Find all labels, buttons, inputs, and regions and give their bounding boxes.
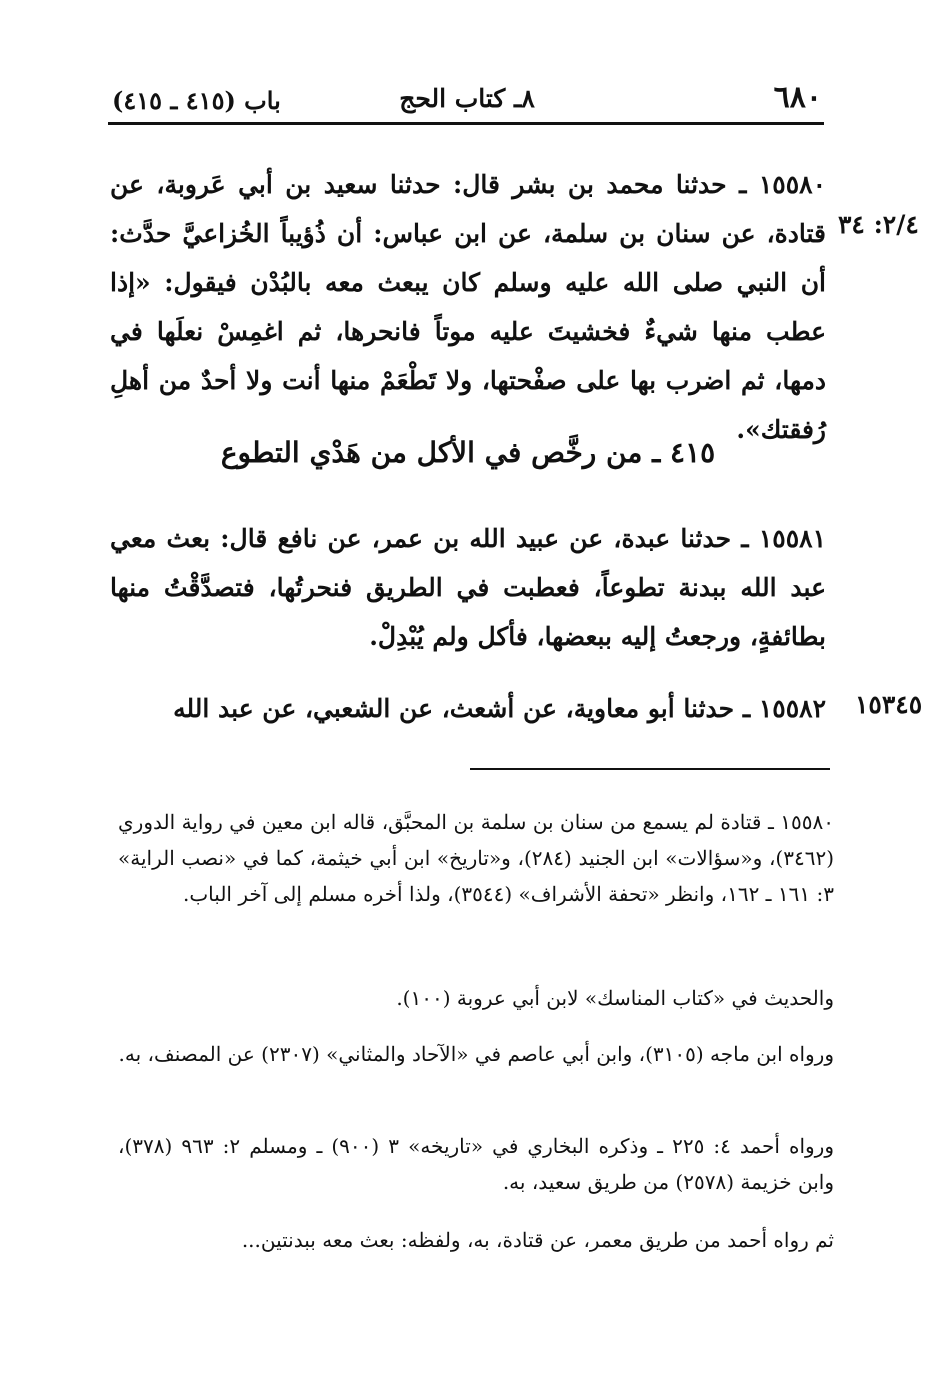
footnote-5: ثم رواه أحمد من طريق معمر، عن قتادة، به، ولفظه: بعث معه ببدنتين...: [241, 1228, 834, 1252]
footnote-rule: [470, 768, 830, 770]
header-rule: [108, 122, 824, 125]
page-number: ٦٨٠: [773, 80, 822, 115]
chapter-range: باب (٤١٥ ـ ٤١٥): [112, 86, 281, 115]
footnote-3: ورواه ابن ماجه (٣١٠٥)، وابن أبي عاصم في «الآحاد والمثاني» (٢٣٠٧) عن المصنف، به.: [118, 1042, 834, 1066]
page-header: [112, 80, 822, 120]
hadith-15580: ١٥٥٨٠ ـ حدثنا محمد بن بشر قال: حدثنا سعيد بن أبي عَروبة، عن قتادة، عن سنان بن سلمة، عن ابن عباس: أن ذُؤيباً الخُزاعيَّ حدَّث: أن النبي صلى الله عليه وسلم كان يبعث معه بالبُدْن فيقول: «إذا عطب منها شيءٌ فخشيتَ عليه موتاً فانحرها، ثم اغمِسْ نعلَها في دمها، ثم اضرب بها على صفْحتها، ولا تَطْعَمْ منها أنت ولا أحدٌ من أهلِ رُفقتك».: [110, 170, 826, 444]
book-title: ٨ـ كتاب الحج: [399, 84, 535, 113]
hadith-15582: ١٥٥٨٢ ـ حدثنا أبو معاوية، عن أشعث، عن الشعبي، عن عبد الله: [173, 694, 826, 723]
footnote-2: والحديث في «كتاب المناسك» لابن أبي عروبة (١٠٠).: [396, 986, 834, 1010]
footnote-1: ١٥٥٨٠ ـ قتادة لم يسمع من سنان بن سلمة بن المحبَّق، قاله ابن معين في رواية الدوري (٣٤٦٢)، و«سؤالات» ابن الجنيد (٢٨٤)، و«تاريخ» ابن أبي خيثمة، كما في «نصب الراية» ٣: ١٦١ ـ ١٦٢، وانظر «تحفة الأشراف» (٣٥٤٤)، ولذا أخره مسلم إلى آخر الباب.: [118, 810, 834, 906]
margin-ref-15580: ٢/٤: ٣٤: [838, 210, 919, 239]
section-heading: ٤١٥ ـ من رخَّص في الأكل من هَدْي التطوع: [220, 436, 716, 469]
margin-ref-15582: ١٥٣٤٥: [855, 690, 923, 719]
footnote-4: ورواه أحمد ٤: ٢٢٥ ـ وذكره البخاري في «تاريخه» ٣ (٩٠٠) ـ ومسلم ٢: ٩٦٣ (٣٧٨)، وابن خزيمة (٢٥٧٨) من طريق سعيد، به.: [118, 1134, 834, 1194]
hadith-15581: ١٥٥٨١ ـ حدثنا عبدة، عن عبيد الله بن عمر، عن نافع قال: بعث معي عبد الله ببدنة تطوعاً، فعطبت في الطريق فنحرتُها، فتصدَّقْتُ منها بطائفةٍ، ورجعتُ إليه ببعضها، فأكل ولم يُبْدِلْ.: [110, 524, 826, 651]
